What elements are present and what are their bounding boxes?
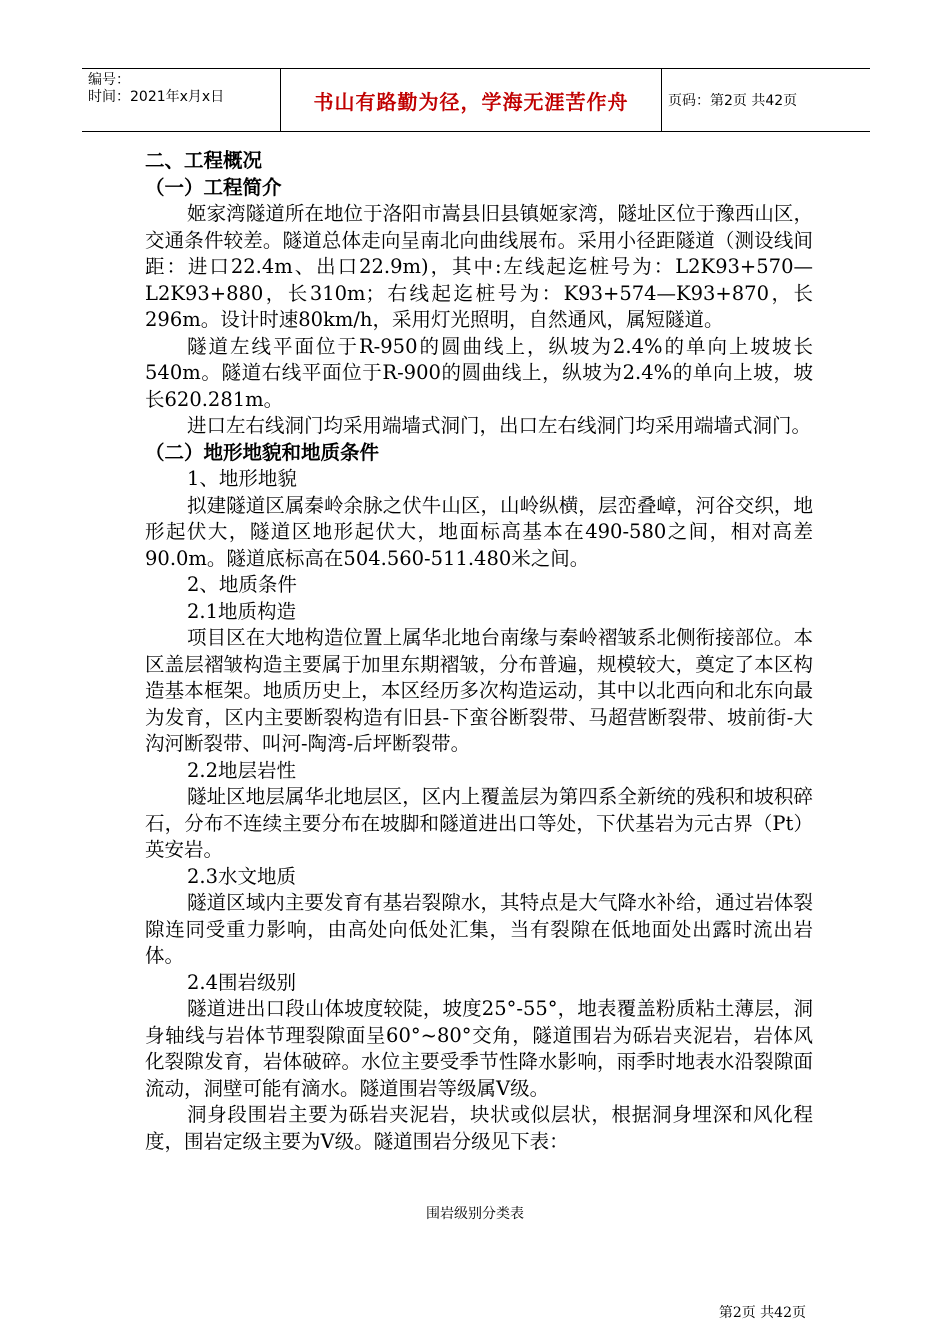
paragraph-intro-3: 进口左右线洞门均采用端墙式洞门，出口左右线洞门均采用端墙式洞门。 bbox=[187, 414, 812, 437]
header-meta bbox=[82, 69, 281, 131]
paragraph-rock-grade-2: 洞身段围岩主要为砾岩夹泥岩，块状或似层状，根据洞身埋深和风化程度，围岩定级主要为Ⅴ级。隧道围岩分级见下表： bbox=[145, 1103, 813, 1153]
paragraph-intro-1: 姬家湾隧道所在地位于洛阳市嵩县旧县镇姬家湾，隧址区位于豫西山区，交通条件较差。隧道总体走向呈南北向曲线展布。采用小径距隧道（测设线间距：进口22.4m、出口22.9m)，其中:左线起迄桩号为：L2K93+570—L2K93+880，长310m；右线起迄桩号为：K93+574—K93+870，长296m。设计时速80km/h，采用灯光照明，自然通风，属短隧道。 bbox=[145, 202, 813, 331]
page-footer: 第2页 共42页 bbox=[718, 1305, 806, 1321]
item-heading-hydrology: 2.3水文地质 bbox=[187, 864, 297, 888]
paragraph-strata: 隧址区地层属华北地层区，区内上覆盖层为第四系全新统的残积和坡积碎石，分布不连续主要分布在坡脚和隧道进出口等处，下伏基岩为元古界（Pt）英安岩。 bbox=[145, 785, 813, 861]
header-motto: 书山有路勤为径，学海无涯苦作舟 bbox=[281, 69, 662, 131]
paragraph-structure: 项目区在大地构造位置上属华北地台南缘与秦岭褶皱系北侧衔接部位。本区盖层褶皱构造主要属于加里东期褶皱，分布普遍，规模较大，奠定了本区构造基本框架。地质历史上，本区经历多次构造运动，其中以北西向和北东向最为发育，区内主要断裂构造有旧县-下蛮谷断裂带、马超营断裂带、坡前街-大沟河断裂带、叫河-陶湾-后坪断裂带。 bbox=[145, 626, 813, 755]
paragraph-terrain: 拟建隧道区属秦岭余脉之伏牛山区，山岭纵横，层峦叠嶂，河谷交织，地形起伏大，隧道区地形起伏大，地面标高基本在490-580之间，相对高差90.0m。隧道底标高在504.560-511.480米之间。 bbox=[145, 493, 813, 570]
page-header bbox=[82, 68, 870, 132]
paragraph-intro-2: 隧道左线平面位于R-950的圆曲线上，纵坡为2.4%的单向上坡坡长540m。隧道右线平面位于R-900的圆曲线上，纵坡为2.4%的单向上坡，坡长620.281m。 bbox=[145, 334, 813, 411]
header-page-number: 页码：第2页 共42页 bbox=[668, 93, 798, 109]
document-date: 时间：2021年x月x日 bbox=[88, 89, 225, 105]
item-heading-strata: 2.2地层岩性 bbox=[187, 758, 297, 782]
item-heading-rock-grade: 2.4围岩级别 bbox=[187, 970, 297, 994]
table-caption: 围岩级别分类表 bbox=[426, 1206, 524, 1222]
section-heading: 二、工程概况 bbox=[145, 149, 263, 172]
item-heading-terrain: 1、地形地貌 bbox=[187, 467, 297, 490]
document-body bbox=[145, 148, 813, 1155]
subsection-heading-terrain: （二）地形地貌和地质条件 bbox=[145, 440, 380, 464]
item-heading-structure: 2.1地质构造 bbox=[187, 599, 297, 623]
paragraph-hydrology: 隧道区域内主要发育有基岩裂隙水，其特点是大气降水补给，通过岩体裂隙连同受重力影响，由高处向低处汇集，当有裂隙在低地面处出露时流出岩体。 bbox=[145, 891, 813, 967]
item-heading-geology: 2、地质条件 bbox=[187, 573, 297, 596]
document-number-label: 编号： bbox=[88, 72, 130, 88]
subsection-heading-intro: （一）工程简介 bbox=[145, 175, 282, 199]
paragraph-rock-grade-1: 隧道进出口段山体坡度较陡，坡度25°-55°，地表覆盖粉质粘土薄层，洞身轴线与岩体节理裂隙面呈60°~80°交角，隧道围岩为砾岩夹泥岩，岩体风化裂隙发育，岩体破碎。水位主要受季节性降水影响，雨季时地表水沿裂隙面流动，洞壁可能有滴水。隧道围岩等级属Ⅴ级。 bbox=[145, 997, 813, 1100]
